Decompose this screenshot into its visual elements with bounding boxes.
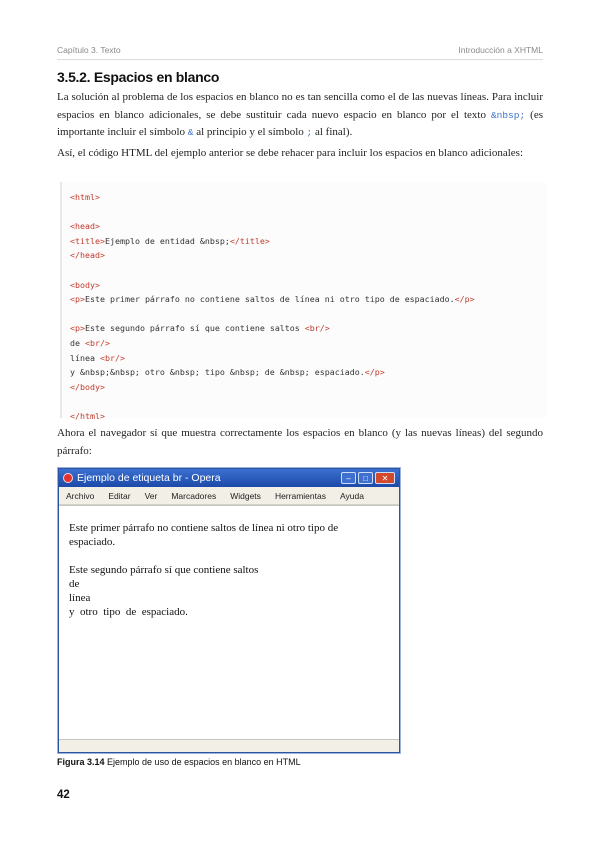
rendered-line: y otro tipo de espaciado.: [69, 606, 188, 618]
running-header-chapter: Capítulo 3. Texto: [57, 45, 121, 55]
text-span: (es importante incluir el símbolo: [57, 108, 544, 138]
semicolon-symbol: ;: [306, 127, 313, 138]
menu-item-ver[interactable]: Ver: [144, 490, 158, 501]
running-header-book: Introducción a XHTML: [458, 45, 543, 55]
browser-content-area: [59, 505, 399, 740]
code-token: </title>: [229, 235, 270, 246]
code-token: Ejemplo de entidad &nbsp;: [104, 235, 230, 246]
menu-item-archivo[interactable]: Archivo: [66, 490, 95, 501]
code-token: <br/>: [99, 352, 125, 363]
browser-menubar: [59, 487, 399, 505]
code-token: </p>: [364, 367, 385, 378]
text-span: al final).: [312, 126, 353, 138]
section-title: 3.5.2. Espacios en blanco: [57, 69, 220, 85]
code-line: <html>: [70, 192, 100, 202]
code-line: <body>: [70, 279, 100, 290]
code-token: <title>: [70, 235, 105, 246]
window-titlebar: [59, 469, 399, 487]
text-span: La solución al problema de los espacios en blanco no es tan sencilla como el de las nuevas líneas. Para incluir espacios en blanco adicionales, se debe sustituir cada nuevo espacio en blanco por el texto: [57, 91, 543, 121]
menu-item-herramientas[interactable]: Herramientas: [274, 490, 326, 501]
window-title: Ejemplo de etiqueta br - Opera: [77, 472, 221, 484]
result-paragraph: Ahora el navegador sí que muestra correctamente los espacios en blanco (y las nuevas líneas) del segundo párrafo:: [57, 427, 543, 457]
nbsp-entity: &nbsp;: [490, 109, 526, 121]
header-divider: [57, 59, 543, 60]
code-intro-paragraph: Así, el código HTML del ejemplo anterior se debe rehacer para incluir los espacios en blanco adicionales:: [57, 147, 524, 159]
code-token: <br/>: [85, 337, 110, 348]
code-token: </p>: [454, 294, 475, 305]
code-token: y &nbsp;&nbsp; otro &nbsp; tipo &nbsp; de &nbsp; espaciado.: [70, 367, 365, 378]
maximize-icon[interactable]: □: [358, 472, 373, 484]
rendered-paragraph-2: [69, 563, 369, 619]
code-token: línea: [70, 352, 100, 363]
figure-caption-text: Ejemplo de uso de espacios en blanco en HTML: [104, 757, 301, 767]
rendered-paragraph-1: Este primer párrafo no contiene saltos de línea ni otro tipo de espaciado.: [69, 522, 339, 548]
intro-paragraph: [57, 89, 543, 142]
menu-item-ayuda[interactable]: Ayuda: [339, 490, 364, 501]
text-span: al principio y el símbolo: [193, 126, 307, 138]
figure-label: Figura 3.14: [57, 757, 105, 767]
code-token: de: [70, 337, 85, 348]
code-token: <br/>: [304, 323, 330, 334]
opera-logo-icon: [63, 473, 73, 483]
code-line: <head>: [70, 221, 100, 232]
code-token: <p>: [70, 323, 85, 334]
code-listing: [60, 182, 546, 421]
rendered-line: Este segundo párrafo sí que contiene saltos: [69, 564, 259, 576]
figure-caption: [57, 757, 301, 767]
code-token: Este primer párrafo no contiene saltos de línea ni otro tipo de espaciado.: [85, 294, 455, 305]
menu-item-editar[interactable]: Editar: [108, 490, 131, 501]
browser-statusbar: [59, 739, 399, 752]
menu-item-widgets[interactable]: Widgets: [230, 490, 261, 501]
code-line: </head>: [70, 250, 105, 261]
minimize-icon[interactable]: –: [341, 472, 356, 484]
rendered-line: línea: [69, 592, 91, 604]
window-controls: [341, 472, 395, 484]
menu-item-marcadores[interactable]: Marcadores: [171, 490, 217, 501]
code-line: </body>: [70, 381, 105, 392]
amp-symbol: &: [187, 127, 194, 138]
rendered-line: de: [69, 578, 80, 590]
page-number: 42: [57, 789, 70, 801]
browser-window-screenshot: [58, 468, 400, 753]
close-icon[interactable]: ✕: [375, 472, 395, 484]
code-token: <p>: [70, 294, 85, 305]
code-token: Este segundo párrafo sí que contiene saltos: [85, 323, 305, 334]
code-line: </html>: [70, 410, 105, 421]
